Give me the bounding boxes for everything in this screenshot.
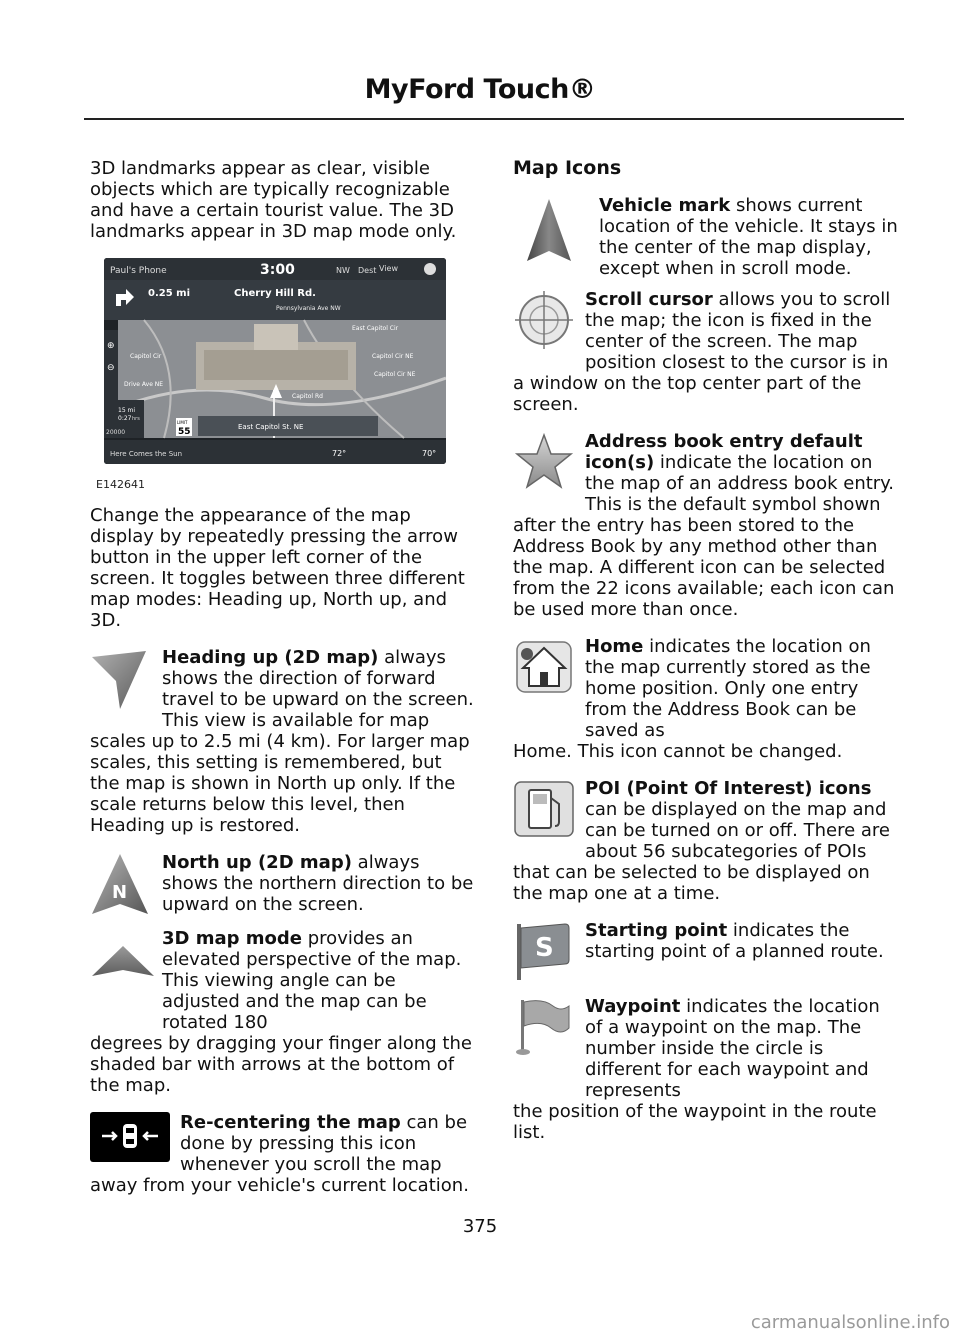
starting-point-flag-icon <box>513 920 575 982</box>
3d-map-arrow-icon <box>90 942 156 982</box>
screen-distance: 0.25 mi <box>148 288 191 299</box>
entry-home <box>513 636 899 762</box>
screen-song: Here Comes the Sun <box>110 450 183 458</box>
waypoint-text-continued: the position of the waypoint in the route list. <box>513 1101 877 1143</box>
entry-vehicle-mark <box>513 195 899 279</box>
entry-starting-point <box>513 920 899 986</box>
map-display-image <box>104 258 446 464</box>
screen-map-label: East Capitol Cir <box>352 325 399 332</box>
screen-time: 3:00 <box>260 262 295 278</box>
waypoint-title: Waypoint <box>585 996 681 1017</box>
scroll-cursor-title: Scroll cursor <box>585 289 713 310</box>
entry-scroll-cursor <box>513 289 899 415</box>
poi-text: can be displayed on the map and can be turned on or off. There are about 56 subcategories of POIs <box>585 799 890 862</box>
change-mode-paragraph: Change the appearance of the map display by repeatedly pressing the arrow button in the upper left corner of the screen. It toggles between three different map modes: Heading up, North up, and 3D. <box>90 505 465 631</box>
intro-paragraph: 3D landmarks appear as clear, visible objects which are typically recognizable and have a certain tourist value. The 3D landmarks appear in 3D map mode only. <box>90 158 457 242</box>
watermark: carmanualsonline.info <box>750 1312 950 1333</box>
star-icon <box>513 431 575 493</box>
recenter-map-icon[interactable] <box>90 1112 170 1162</box>
page-number: 375 <box>462 1216 498 1237</box>
screen-eta-time: 0:27 <box>118 415 132 422</box>
home-title: Home <box>585 636 644 657</box>
waypoint-flag-icon <box>513 996 575 1058</box>
screen-phone-label: Paul's Phone <box>110 266 167 276</box>
home-text: indicates the location on the map currently stored as the home position. Only one entry from the Address Book can be saved as <box>585 636 871 741</box>
figure-code: E142641 <box>96 478 145 491</box>
home-text-continued: Home. This icon cannot be changed. <box>513 741 843 762</box>
poi-text-continued: that can be selected to be displayed on the map one at a time. <box>513 862 870 904</box>
heading-up-title: Heading up (2D map) <box>162 647 379 668</box>
starting-point-text: indicates the starting point of a planned route. <box>585 920 884 962</box>
screen-street: Cherry Hill Rd. <box>234 288 316 299</box>
recenter-title: Re-centering the map <box>180 1112 401 1133</box>
address-book-title: Address book entry default icon(s) <box>585 431 863 473</box>
poi-title: POI (Point Of Interest) icons <box>585 778 872 799</box>
north-up-arrow-icon <box>90 852 150 918</box>
map-icons-heading: Map Icons <box>513 157 622 179</box>
screen-map-label: Capitol Rd <box>292 393 323 400</box>
entry-3d-map <box>90 928 476 1096</box>
entry-address-book <box>513 431 899 620</box>
screen-map-label: Pennsylvania Ave NW <box>276 305 341 312</box>
scroll-cursor-icon <box>513 289 575 351</box>
screen-eta-unit: hrs <box>132 416 140 422</box>
map-display-screenshot <box>104 258 446 464</box>
entry-waypoint <box>513 996 899 1143</box>
address-book-text-continued: after the entry has been stored to the Address Book by any method other than the map. A different icon can be selected from the 22 icons available; each icon can be used more than once. <box>513 515 895 620</box>
vehicle-mark-icon <box>513 195 583 265</box>
entry-heading-up <box>90 647 476 836</box>
heading-up-text: always shows the direction of forward travel to be upward on the screen. This view is available for map <box>162 647 474 731</box>
screen-temp-inside: 72° <box>332 449 347 458</box>
3d-map-title: 3D map mode <box>162 928 303 949</box>
fuel-pump-icon <box>513 778 575 840</box>
starting-point-icon-letter: S <box>535 933 554 963</box>
recenter-text: can be done by pressing this icon whenever you scroll the map <box>180 1112 468 1175</box>
svg-text:⊖: ⊖ <box>107 363 115 373</box>
entry-poi <box>513 778 899 904</box>
entry-north-up <box>90 852 476 918</box>
left-column <box>90 158 476 1196</box>
entry-recenter <box>90 1112 476 1196</box>
scroll-cursor-text: allows you to scroll the map; the icon is fixed in the center of the screen. The map position closest to the cursor is in <box>585 289 891 373</box>
starting-point-title: Starting point <box>585 920 728 941</box>
heading-up-text-continued: scales up to 2.5 mi (4 km). For larger map scales, this setting is remembered, but the map is shown in North up only. If the scale returns below this level, then Heading up is restored. <box>90 731 470 836</box>
screen-eta-distance: 15 mi <box>118 407 136 414</box>
svg-text:⊕: ⊕ <box>107 341 115 351</box>
heading-up-arrow-icon <box>90 647 150 713</box>
page-header-title: MyFord Touch® <box>364 74 596 105</box>
screen-speed-limit: 55 <box>178 427 191 437</box>
scroll-cursor-text-continued: a window on the top center part of the screen. <box>513 373 862 415</box>
north-up-icon-letter: N <box>112 882 128 903</box>
screen-temp-outside: 70° <box>422 449 437 458</box>
3d-map-text: provides an elevated perspective of the map. This viewing angle can be adjusted and the map can be rotated 180 <box>162 928 462 1033</box>
screen-odometer: 20000 <box>106 429 126 436</box>
header-rule <box>84 118 904 120</box>
north-up-text: always shows the northern direction to be upward on the screen. <box>162 852 474 915</box>
screen-map-label: Capitol Cir <box>130 353 162 360</box>
screen-nw-label: NW <box>336 266 350 275</box>
screen-map-label: Capitol Cir NE <box>374 371 416 378</box>
north-up-title: North up (2D map) <box>162 852 352 873</box>
vehicle-mark-title: Vehicle mark <box>599 195 731 216</box>
waypoint-text: indicates the location of a waypoint on the map. The number inside the circle is different for each waypoint and represents <box>585 996 880 1101</box>
screen-view-button: View <box>379 264 398 273</box>
screen-bottom-street: East Capitol St. NE <box>238 423 304 431</box>
screen-map-label: Capitol Cir NE <box>372 353 414 360</box>
screen-speed-limit-label: LIMIT <box>177 420 188 425</box>
vehicle-mark-text: shows current location of the vehicle. It stays in the center of the map display, except when in scroll mode. <box>599 195 898 279</box>
3d-map-text-continued: degrees by dragging your finger along the shaded bar with arrows at the bottom of the map. <box>90 1033 472 1096</box>
screen-dest-button: Dest <box>358 266 377 275</box>
recenter-text-continued: away from your vehicle's current location. <box>90 1175 469 1196</box>
home-icon <box>513 636 575 698</box>
screen-map-label: Drive Ave NE <box>124 381 164 388</box>
address-book-text: indicate the location on the map of an address book entry. This is the default symbol shown <box>585 452 894 515</box>
right-column <box>513 158 899 1143</box>
